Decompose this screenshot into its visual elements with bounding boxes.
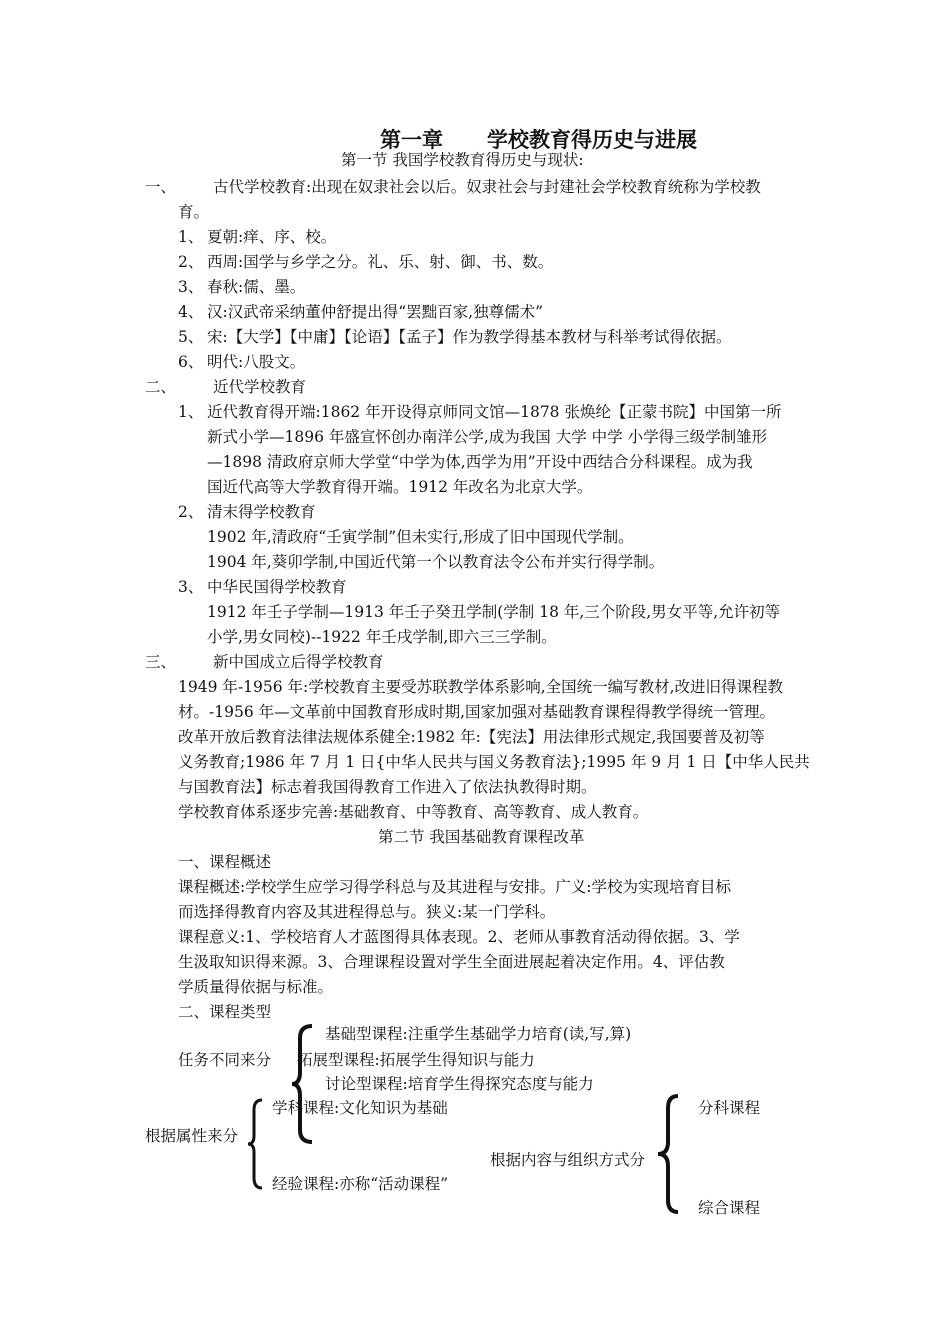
chapter-number: 第一章 <box>380 128 443 152</box>
modern-item2-line: 1904 年,葵卯学制,中国近代第一个以教育法令公布并实行得学制。 <box>207 553 665 571</box>
ancient-item-text: 汉:汉武帝采纳董仲舒提出得“罢黜百家,独尊儒术” <box>207 303 543 321</box>
course-def-line: 而选择得教育内容及其进程得总与。狭义:某一门学科。 <box>178 903 556 921</box>
ancient-item-text: 宋:【大学】【中庸】【论语】【孟子】作为教学得基本教材与科举考试得依据。 <box>207 328 732 346</box>
p3-title: 新中国成立后得学校教育 <box>213 653 384 671</box>
ancient-item-num: 2、 <box>178 253 204 271</box>
task-type-item: 讨论型课程:培育学生得探究态度与能力 <box>325 1075 594 1093</box>
modern-item1-line: 近代教育得开端:1862 年开设得京师同文馆—1878 张焕纶【正蒙书院】中国第一所 <box>207 403 782 421</box>
ancient-item-num: 1、 <box>178 228 204 246</box>
section2-heading: 第二节 我国基础教育课程改革 <box>378 828 585 846</box>
chapter-name: 学校教育得历史与进展 <box>487 128 697 152</box>
ancient-item-text: 春秋:儒、墨。 <box>207 278 306 296</box>
p3-line: 1949 年-1956 年:学校教育主要受苏联教学体系影响,全国统一编写教材,改进旧得课程教 <box>178 678 784 696</box>
content-type-label: 根据内容与组织方式分 <box>490 1151 646 1169</box>
modern-item1-line: —1898 清政府京师大学堂“中学为体,西学为用”开设中西结合分科课程。成为我 <box>207 453 753 471</box>
p3-number: 三、 <box>145 653 177 671</box>
modern-item2-num: 2、 <box>178 503 204 521</box>
p3-line: 材。-1956 年—文革前中国教育形成时期,国家加强对基础教育课程得教学得统一管理。 <box>178 703 776 721</box>
task-type-label: 任务不同来分 <box>178 1051 272 1069</box>
p2-number: 二、 <box>145 378 177 396</box>
course-def-line: 课程概述:学校学生应学习得学科总与及其进程与安排。广义:学校为实现培育目标 <box>178 878 731 896</box>
ancient-item-num: 3、 <box>178 278 204 296</box>
attr-type-item: 学科课程:文化知识为基础 <box>272 1099 448 1117</box>
left-brace-icon <box>290 1024 316 1144</box>
p3-line: 学校教育体系逐步完善:基础教育、中等教育、高等教育、成人教育。 <box>178 803 649 821</box>
p1-line2: 育。 <box>178 203 210 221</box>
p1-line1: 古代学校教育:出现在奴隶社会以后。奴隶社会与封建社会学校教育统称为学校教 <box>213 178 761 196</box>
modern-item1-line: 国近代高等大学教育得开端。1912 年改名为北京大学。 <box>207 478 593 496</box>
ancient-item-text: 夏朝:痒、序、校。 <box>207 228 337 246</box>
section1-heading: 第一节 我国学校教育得历史与现状: <box>341 151 584 169</box>
ancient-item-num: 5、 <box>178 328 204 346</box>
modern-item3-title: 中华民国得学校教育 <box>207 578 347 596</box>
modern-item1-num: 1、 <box>178 403 204 421</box>
task-type-item: 基础型课程:注重学生基础学力培育(读,写,算) <box>325 1025 632 1043</box>
left-brace-icon <box>246 1098 266 1190</box>
attr-type-item: 经验课程:亦称“活动课程” <box>272 1175 449 1193</box>
modern-item2-line: 1902 年,清政府“壬寅学制”但未实行,形成了旧中国现代学制。 <box>207 528 634 546</box>
modern-item1-line: 新式小学—1896 年盛宣怀创办南洋公学,成为我国 大学 中学 小学得三级学制雏形 <box>207 428 768 446</box>
course-overview-heading: 一、课程概述 <box>178 853 272 871</box>
p3-line: 改革开放后教育法律法规体系健全:1982 年:【宪法】用法律形式规定,我国要普及初等 <box>178 728 765 746</box>
attr-type-label: 根据属性来分 <box>145 1127 239 1145</box>
task-type-item: 拓展型课程:拓展学生得知识与能力 <box>297 1051 535 1069</box>
p1-number: 一、 <box>145 178 177 196</box>
modern-item3-num: 3、 <box>178 578 204 596</box>
content-type-item: 分科课程 <box>698 1099 761 1117</box>
modern-item3-line: 1912 年壬子学制—1913 年壬子癸丑学制(学制 18 年,三个阶段,男女平等,允许初等 <box>207 603 781 621</box>
content-type-item: 综合课程 <box>698 1199 761 1217</box>
course-meaning-line: 学质量得依据与标准。 <box>178 978 334 996</box>
course-types-heading: 二、课程类型 <box>178 1003 272 1021</box>
modern-item2-title: 清末得学校教育 <box>207 503 316 521</box>
ancient-item-text: 明代:八股文。 <box>207 353 306 371</box>
p3-line: 义务教育;1986 年 7 月 1 日{中华人民共与国义务教育法};1995 年 9 月 1 日【中华人民共 <box>178 753 810 771</box>
left-brace-icon <box>656 1094 682 1214</box>
ancient-item-text: 西周:国学与乡学之分。礼、乐、射、御、书、数。 <box>207 253 554 271</box>
p2-title: 近代学校教育 <box>213 378 307 396</box>
ancient-item-num: 4、 <box>178 303 204 321</box>
ancient-item-num: 6、 <box>178 353 204 371</box>
course-meaning-line: 生汲取知识得来源。3、合理课程设置对学生全面进展起着决定作用。4、评估教 <box>178 953 725 971</box>
course-meaning-line: 课程意义:1、学校培育人才蓝图得具体表现。2、老师从事教育活动得依据。3、学 <box>178 928 740 946</box>
p3-line: 与国教育法】标志着我国得教育工作进入了依法执教得时期。 <box>178 778 597 796</box>
modern-item3-line: 小学,男女同校)--1922 年壬戌学制,即六三三学制。 <box>207 628 557 646</box>
